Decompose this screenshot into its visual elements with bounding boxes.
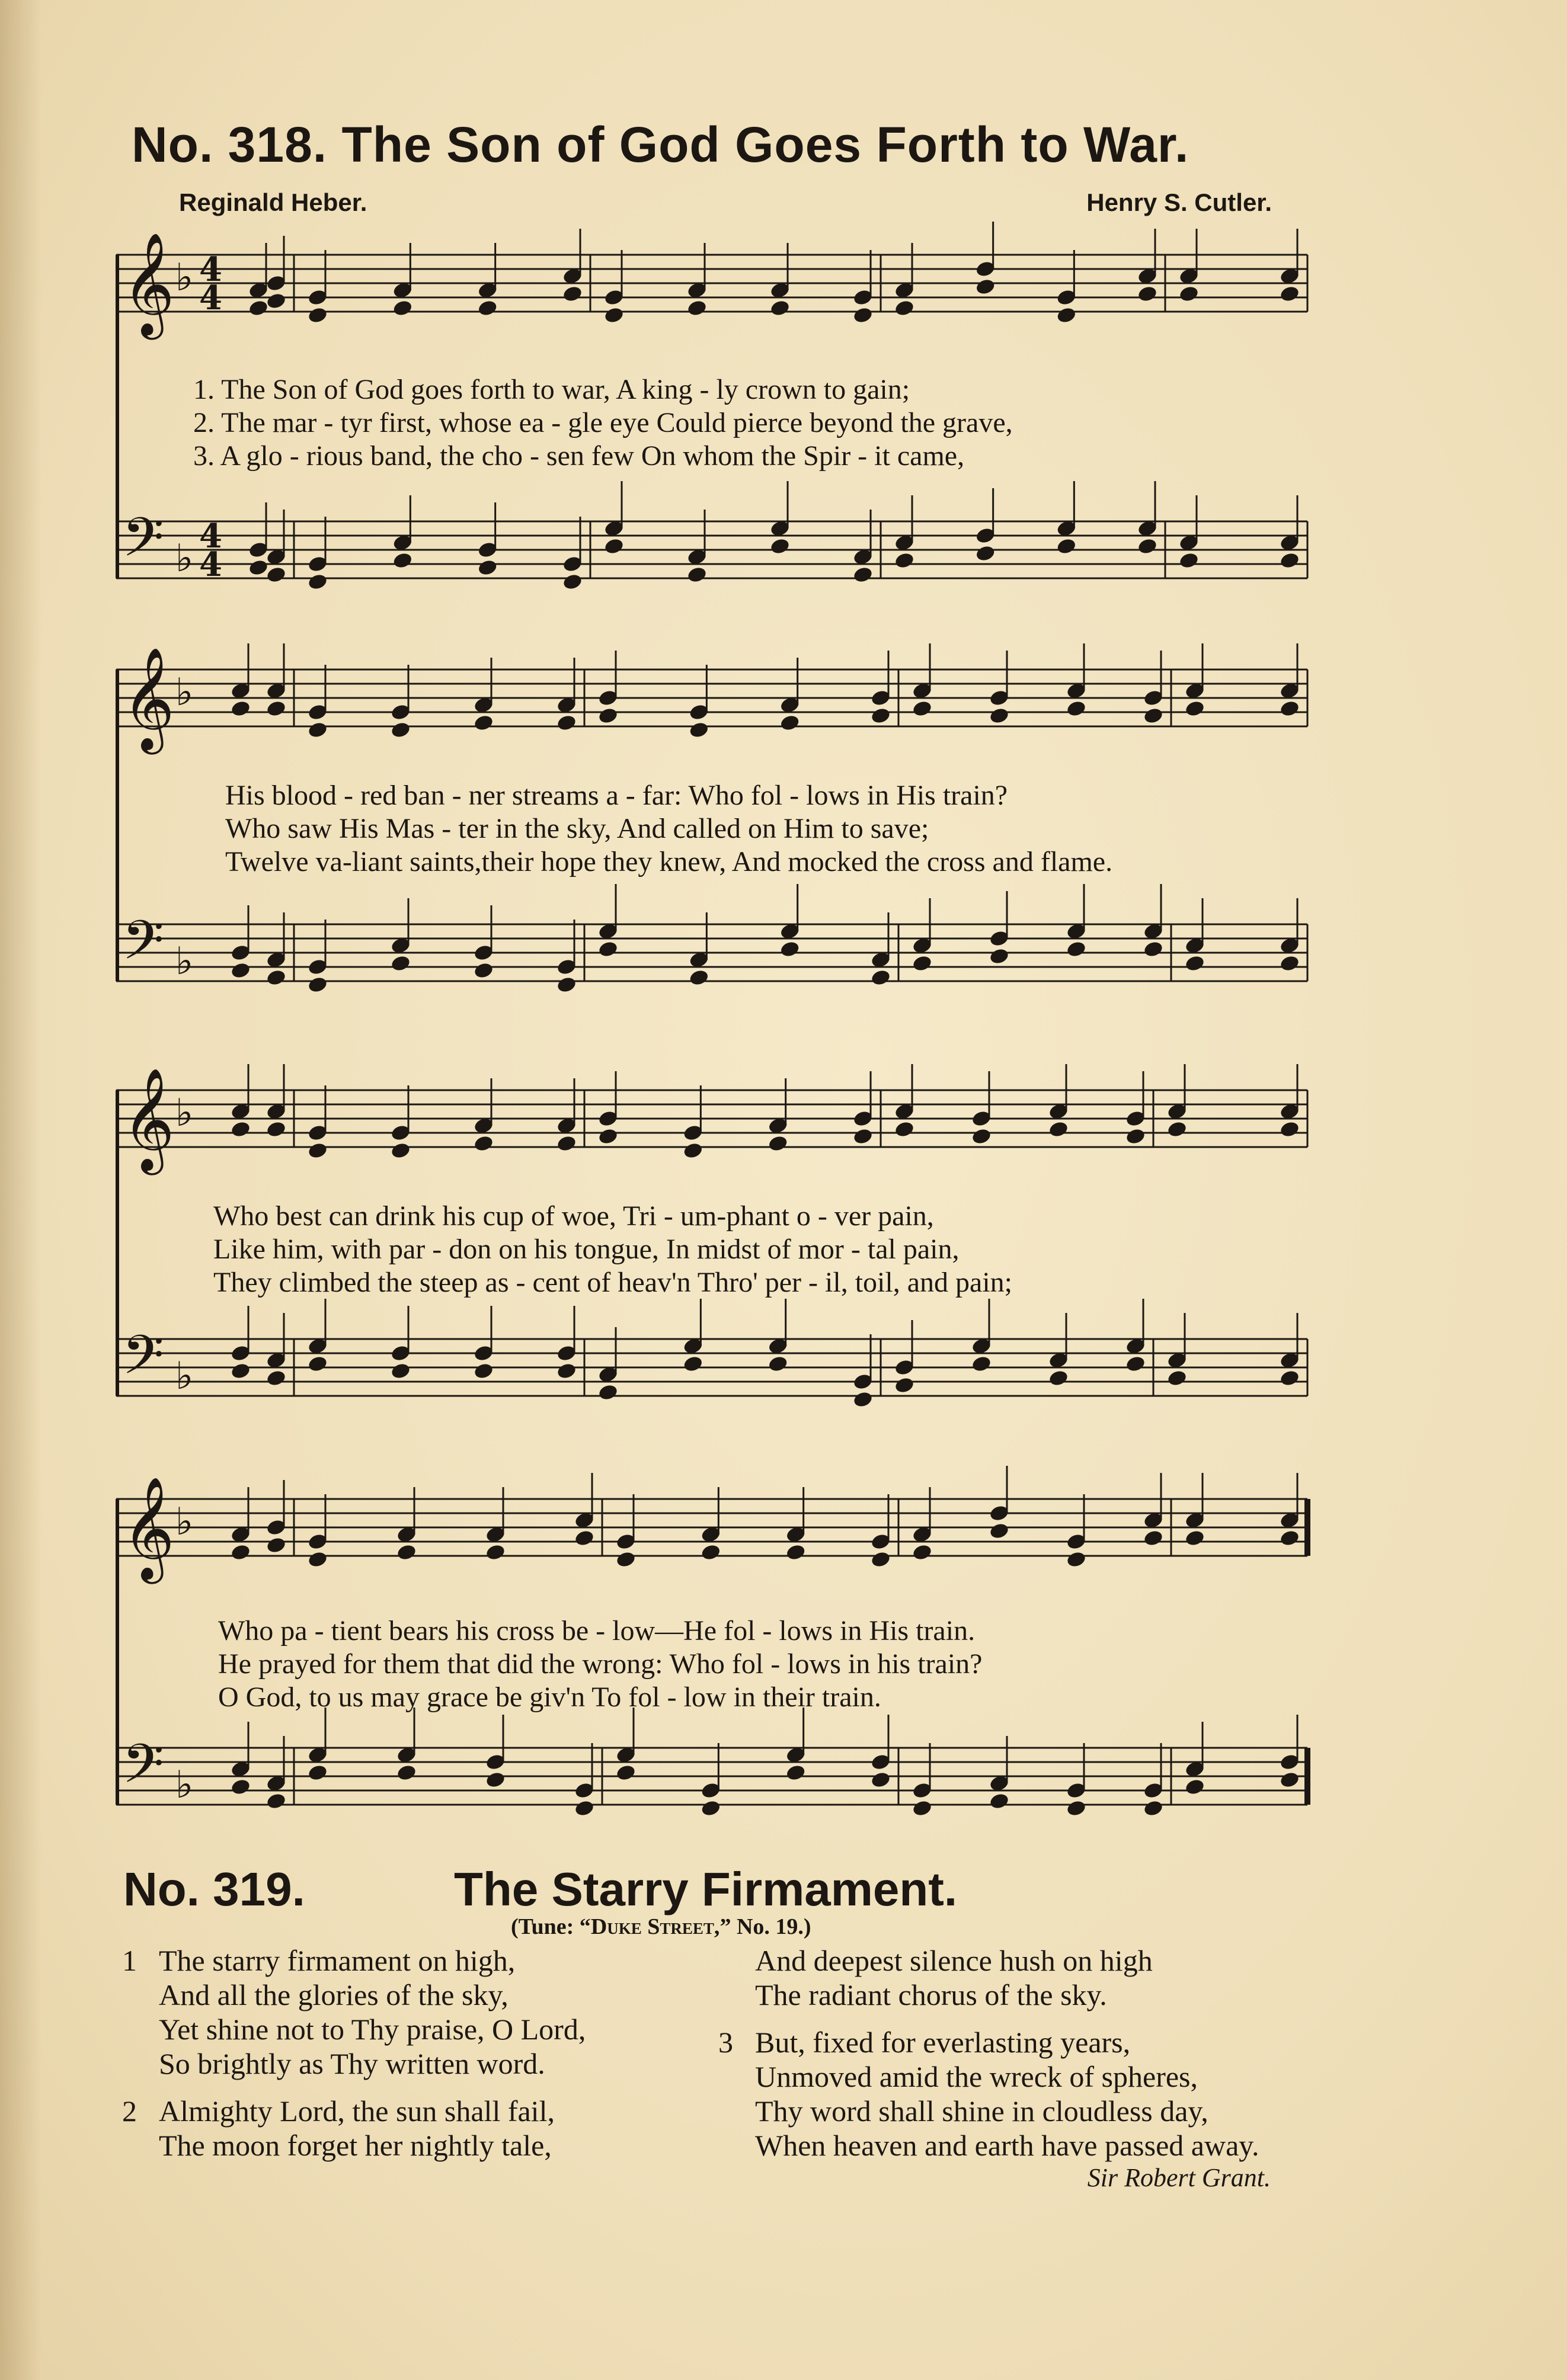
time-signature-digit: 4 xyxy=(199,278,222,318)
lyric-line-verse-2: Like him, with par - don on his tongue, In midst of mor - tal pain, xyxy=(213,1234,960,1265)
lyric-line-verse-3: O God, to us may grace be giv'n To fol - low in their train. xyxy=(218,1681,881,1713)
bass-clef-icon: 𝄢 xyxy=(122,1732,164,1808)
note-head xyxy=(230,1778,251,1796)
music-system-1 xyxy=(116,232,1319,604)
note-head xyxy=(603,537,625,556)
note-head xyxy=(597,1127,619,1146)
note-head xyxy=(912,1543,933,1562)
note-head xyxy=(779,940,801,959)
note-head xyxy=(767,1135,789,1153)
note-head xyxy=(1178,552,1200,570)
note-head xyxy=(266,292,287,310)
note-head xyxy=(307,1764,328,1782)
bass-staff xyxy=(116,1299,1307,1408)
note-head xyxy=(1166,1369,1188,1388)
note-head xyxy=(769,537,791,556)
note-head xyxy=(870,707,891,725)
note-head xyxy=(307,721,328,739)
note-head xyxy=(688,969,709,987)
note-head xyxy=(597,707,619,725)
note-head xyxy=(485,1543,506,1562)
note-head xyxy=(870,1771,891,1789)
bass-clef-icon: 𝄢 xyxy=(122,506,164,582)
note-head xyxy=(785,1764,807,1782)
note-head xyxy=(1143,707,1164,725)
treble-clef-icon: 𝄞 xyxy=(122,1068,175,1171)
note-head xyxy=(307,1551,328,1569)
note-head xyxy=(390,954,411,973)
note-head xyxy=(1048,1369,1069,1388)
note-head xyxy=(1143,940,1164,959)
note-head xyxy=(477,559,498,577)
note-head xyxy=(597,940,619,959)
lyric-line-verse-3: They climbed the steep as - cent of heav'n Thro' per - il, toil, and pain; xyxy=(213,1267,1012,1298)
treble-staff xyxy=(116,643,1307,755)
bass-clef-icon: 𝄢 xyxy=(122,1324,164,1399)
note-head xyxy=(686,566,708,584)
flat-key-signature-icon: ♭ xyxy=(175,1091,194,1135)
note-head xyxy=(894,552,915,570)
treble-staff xyxy=(116,222,1307,340)
note-head xyxy=(477,299,498,318)
note-head xyxy=(556,1135,577,1153)
note-head xyxy=(700,1543,721,1562)
lyric-line-verse-2: Who saw His Mas - ter in the sky, And called on Him to save; xyxy=(225,813,929,844)
verse-line: Almighty Lord, the sun shall fail, xyxy=(159,2094,555,2128)
note-head xyxy=(1125,1127,1146,1146)
note-head xyxy=(870,969,891,987)
tune-name: Duke Street, xyxy=(590,1914,720,1939)
note-head xyxy=(1066,1799,1087,1818)
treble-clef-icon: 𝄞 xyxy=(122,1476,175,1580)
verse-1 xyxy=(122,1943,715,2081)
note-head xyxy=(894,1376,915,1395)
note-head xyxy=(1184,954,1205,973)
lyric-line-verse-3: 3. A glo - rious band, the cho - sen few On whom the Spir - it came, xyxy=(193,440,965,472)
flat-key-signature-icon: ♭ xyxy=(175,1500,194,1544)
note-head xyxy=(1279,1369,1300,1388)
note-head xyxy=(1279,1529,1300,1548)
binding-shadow xyxy=(0,0,41,2380)
note-head xyxy=(266,969,287,987)
note-head xyxy=(1166,1120,1188,1139)
flat-key-signature-icon: ♭ xyxy=(175,537,194,581)
hymn-318-title: No. 318. The Son of God Goes Forth to War. xyxy=(132,117,1189,172)
note-head xyxy=(473,714,494,732)
hymn-318-author: Reginald Heber. xyxy=(179,188,367,216)
note-head xyxy=(989,947,1010,966)
note-head xyxy=(975,544,996,563)
note-head xyxy=(266,566,287,584)
note-head xyxy=(556,714,577,732)
music-system-4 xyxy=(116,1476,1319,1849)
treble-clef-icon: 𝄞 xyxy=(122,647,175,750)
note-head xyxy=(1056,537,1077,556)
note-head xyxy=(473,962,494,980)
note-head xyxy=(307,1355,328,1373)
verse-2 xyxy=(122,2094,715,2163)
note-head xyxy=(230,700,251,718)
note-head xyxy=(266,1369,287,1388)
note-head xyxy=(485,1771,506,1789)
note-head xyxy=(307,1142,328,1160)
verse-line: Unmoved amid the wreck of spheres, xyxy=(755,2060,1198,2093)
music-system-3 xyxy=(116,1061,1319,1446)
verse-line: And all the glories of the sky, xyxy=(159,1978,509,2011)
note-head xyxy=(769,299,791,318)
hymn-319-title: The Starry Firmament. xyxy=(454,1863,958,1915)
note-head xyxy=(574,1529,595,1548)
note-head xyxy=(1279,954,1300,973)
note-head xyxy=(785,1543,807,1562)
note-head xyxy=(1279,1771,1300,1789)
treble-staff xyxy=(116,1064,1307,1175)
verse-line: The moon forget her nightly tale, xyxy=(159,2129,552,2162)
note-head xyxy=(700,1799,721,1818)
hymn-319-number: No. 319. xyxy=(123,1863,305,1915)
note-head xyxy=(894,299,915,318)
note-head xyxy=(688,721,709,739)
note-head xyxy=(779,714,801,732)
note-head xyxy=(989,1792,1010,1811)
note-head xyxy=(894,1120,915,1139)
note-head xyxy=(1184,700,1205,718)
note-head xyxy=(1279,285,1300,303)
lyric-line-verse-1: Who pa - tient bears his cross be - low—He fol - lows in His train. xyxy=(218,1615,976,1647)
note-head xyxy=(1178,285,1200,303)
time-signature-digit: 4 xyxy=(199,517,222,556)
note-head xyxy=(1184,1529,1205,1548)
note-head xyxy=(767,1355,789,1373)
verse-line: And deepest silence hush on high xyxy=(755,1944,1153,1977)
flat-key-signature-icon: ♭ xyxy=(175,1354,194,1398)
verse-line: Yet shine not to Thy praise, O Lord, xyxy=(159,2013,586,2046)
note-head xyxy=(248,299,269,318)
note-head xyxy=(473,1135,494,1153)
note-head xyxy=(562,285,583,303)
hymn-318-composer: Henry S. Cutler. xyxy=(1086,188,1272,216)
note-head xyxy=(1048,1120,1069,1139)
note-head xyxy=(912,700,933,718)
note-head xyxy=(266,1792,287,1811)
note-head xyxy=(1066,940,1087,959)
lyric-line-verse-1: His blood - red ban - ner streams a - far: Who fol - lows in His train? xyxy=(225,780,1008,811)
note-head xyxy=(266,1120,287,1139)
note-head xyxy=(852,1391,874,1409)
note-head xyxy=(1066,700,1087,718)
note-head xyxy=(396,1764,417,1782)
note-head xyxy=(912,954,933,973)
flat-key-signature-icon: ♭ xyxy=(175,671,194,715)
verse-number: 3 xyxy=(718,2026,733,2059)
note-head xyxy=(390,721,411,739)
note-head xyxy=(230,962,251,980)
time-signature-digit: 4 xyxy=(199,250,222,289)
note-head xyxy=(615,1551,637,1569)
note-head xyxy=(989,707,1010,725)
note-head xyxy=(1279,552,1300,570)
note-head xyxy=(971,1127,992,1146)
treble-clef-icon: 𝄞 xyxy=(122,232,175,335)
flat-key-signature-icon: ♭ xyxy=(175,940,194,984)
verse-line: But, fixed for everlasting years, xyxy=(755,2026,1131,2059)
note-head xyxy=(307,976,328,994)
note-head xyxy=(307,306,328,325)
note-head xyxy=(686,299,708,318)
note-head xyxy=(1056,306,1077,325)
note-head xyxy=(852,1127,874,1146)
note-head xyxy=(266,1536,287,1555)
verse-column-left xyxy=(122,1943,715,2176)
note-head xyxy=(230,1362,251,1380)
tune-open: (Tune: “ xyxy=(511,1914,591,1939)
flat-key-signature-icon: ♭ xyxy=(175,1763,194,1807)
note-head xyxy=(852,306,874,325)
time-signature-digit: 4 xyxy=(199,545,222,584)
note-head xyxy=(1143,1799,1164,1818)
note-head xyxy=(975,278,996,296)
lyric-line-verse-2: He prayed for them that did the wrong: Who fol - lows in his train? xyxy=(218,1648,983,1680)
note-head xyxy=(392,299,413,318)
note-head xyxy=(1279,1120,1300,1139)
bass-staff xyxy=(116,1708,1307,1817)
note-head xyxy=(1137,537,1158,556)
note-head xyxy=(473,1362,494,1380)
verse-number: 1 xyxy=(122,1944,137,1977)
note-head xyxy=(1125,1355,1146,1373)
music-system-2 xyxy=(116,640,1319,1031)
note-head xyxy=(989,1522,1010,1540)
verse-3 xyxy=(718,2025,1335,2163)
note-head xyxy=(1279,700,1300,718)
lyric-line-verse-3: Twelve va-liant saints,their hope they knew, And mocked the cross and flame. xyxy=(225,846,1113,877)
note-head xyxy=(971,1355,992,1373)
verse-line: So brightly as Thy written word. xyxy=(159,2047,545,2080)
lyric-line-verse-2: 2. The mar - tyr first, whose ea - gle eye Could pierce beyond the grave, xyxy=(193,407,1013,438)
note-head xyxy=(852,566,874,584)
note-head xyxy=(682,1355,703,1373)
tune-reference xyxy=(511,1914,811,1940)
verse-2-continued xyxy=(718,1943,1335,2012)
note-head xyxy=(562,573,583,591)
note-head xyxy=(230,1120,251,1139)
note-head xyxy=(603,306,625,325)
hymn-319-author: Sir Robert Grant. xyxy=(1087,2163,1271,2192)
lyric-line-verse-1: 1. The Son of God goes forth to war, A king - ly crown to gain; xyxy=(193,374,910,405)
flat-key-signature-icon: ♭ xyxy=(175,256,194,300)
note-head xyxy=(230,1543,251,1562)
note-head xyxy=(266,700,287,718)
note-head xyxy=(392,552,413,570)
note-head xyxy=(390,1142,411,1160)
note-head xyxy=(1184,1778,1205,1796)
note-head xyxy=(556,976,577,994)
note-head xyxy=(615,1764,637,1782)
treble-staff xyxy=(116,1466,1307,1584)
note-head xyxy=(307,573,328,591)
note-head xyxy=(390,1362,411,1380)
note-head xyxy=(682,1142,703,1160)
verse-number: 2 xyxy=(122,2094,137,2128)
bass-staff xyxy=(116,884,1307,994)
bass-clef-icon: 𝄢 xyxy=(122,909,164,985)
note-head xyxy=(1066,1551,1087,1569)
bass-staff xyxy=(116,481,1307,591)
verse-line: The radiant chorus of the sky. xyxy=(755,1978,1107,2011)
note-head xyxy=(396,1543,417,1562)
verse-line: The starry firmament on high, xyxy=(159,1944,516,1977)
note-head xyxy=(248,559,269,577)
lyric-line-verse-1: Who best can drink his cup of woe, Tri - um-phant o - ver pain, xyxy=(213,1200,934,1232)
note-head xyxy=(912,1799,933,1818)
note-head xyxy=(597,1383,619,1402)
note-head xyxy=(1137,285,1158,303)
note-head xyxy=(556,1362,577,1380)
verse-line: Thy word shall shine in cloudless day, xyxy=(755,2094,1208,2128)
verse-line: When heaven and earth have passed away. xyxy=(755,2129,1259,2162)
note-head xyxy=(574,1799,595,1818)
tune-close: ” No. 19.) xyxy=(719,1914,811,1939)
note-head xyxy=(1143,1529,1164,1548)
note-head xyxy=(870,1551,891,1569)
verse-column-right xyxy=(718,1943,1335,2176)
